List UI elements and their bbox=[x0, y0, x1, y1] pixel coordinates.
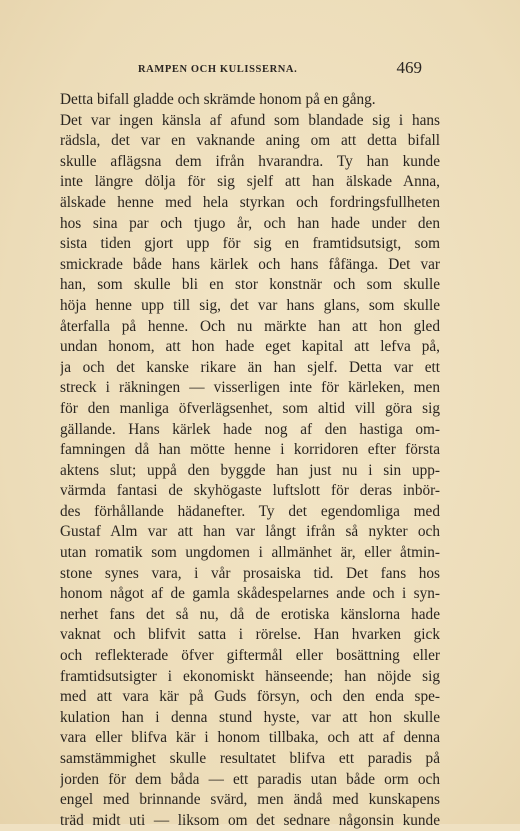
text-line: stone synes vara, i vår prosaiska tid. Det fans hos bbox=[60, 564, 440, 582]
text-line: ja och det kanske rikare än han sjelf. Detta var ett bbox=[60, 358, 440, 376]
text-line: des förhållande hädanefter. Ty det egendomliga med bbox=[60, 502, 440, 520]
page-header bbox=[60, 58, 420, 80]
text-line: vara eller blifva kär i honom tillbaka, och att af denna bbox=[60, 729, 440, 747]
text-line: rädsla, det var en vaknande aning om att detta bifall bbox=[60, 132, 440, 150]
text-line: gällande. Hans kärlek hade nog af den hastiga om- bbox=[60, 420, 440, 438]
running-title: RAMPEN OCH KULISSERNA. bbox=[138, 64, 298, 75]
text-line: Detta bifall gladde och skrämde honom på en gång. bbox=[60, 91, 376, 108]
text-line: framtidsutsigter i ekonomiskt hänseende; han nöjde sig bbox=[60, 667, 440, 685]
text-line: Det var ingen känsla af afund som blandade sig i hans bbox=[60, 111, 440, 129]
text-line: han, som skulle bli en stor konstnär och som skulle bbox=[60, 276, 440, 294]
text-line: sista tiden gjort upp för sig en framtidsutsigt, som bbox=[60, 235, 440, 253]
text-line: undan honom, att hon hade eget kapital att lefva på, bbox=[60, 338, 440, 356]
text-line: utan romatik som ungdomen i allmänhet är, eller åtmin- bbox=[60, 544, 440, 562]
text-line: honom något af de gamla skådespelarnes ande och i syn- bbox=[60, 585, 440, 603]
text-line: engel med brinnande svärd, men ändå med kunskapens bbox=[60, 791, 440, 809]
text-line: värmda fantasi de skyhögaste luftslott för deras inbör- bbox=[60, 482, 440, 500]
text-line: nerhet fans det så nu, då de erotiska känslorna hade bbox=[60, 605, 440, 623]
text-line: älskade henne med hela styrkan och fordringsfullheten bbox=[60, 193, 440, 211]
text-line: höja henne upp till sig, det var hans glans, som skulle bbox=[60, 296, 440, 314]
text-line: aktens slut; uppå den byggde han just nu i sin upp- bbox=[60, 461, 440, 479]
text-line: streck i räkningen — visserligen inte för kärleken, men bbox=[60, 379, 440, 397]
text-line: vaknat och blifvit satta i rörelse. Han hvarken gick bbox=[60, 626, 440, 644]
text-line: träd midt uti — liksom om det sednare någonsin kunde bbox=[60, 811, 440, 829]
text-line: inte längre dölja för sig sjelf att han älskade Anna, bbox=[60, 173, 440, 191]
page-number: 469 bbox=[396, 58, 422, 77]
text-line: återfalla på henne. Och nu märkte han att hon gled bbox=[60, 317, 440, 335]
text-line: kulation han i denna stund hyste, var att hon skulle bbox=[60, 708, 440, 726]
text-line: och reflekterade öfver giftermål eller bosättning eller bbox=[60, 647, 440, 665]
text-line: hos sina par och tjugo år, och han hade under den bbox=[60, 214, 440, 232]
text-line: skulle aflägsna dem ifrån hvarandra. Ty han kunde bbox=[60, 152, 440, 170]
text-line: smickrade både hans kärlek och hans fåfänga. Det var bbox=[60, 255, 440, 273]
text-line: samstämmighet skulle resultatet blifva ett paradis på bbox=[60, 750, 440, 767]
text-line: Gustaf Alm var att han var långt ifrån så nykter och bbox=[60, 523, 440, 541]
body-text bbox=[60, 90, 440, 831]
text-line: med att vara kär på Guds försyn, och den enda spe- bbox=[60, 688, 440, 706]
text-line: famningen då han mötte henne i korridoren efter första bbox=[60, 441, 440, 459]
text-line: jorden för dem båda — ett paradis utan både orm och bbox=[60, 770, 440, 788]
text-line: för den manliga öfverlägsenhet, som altid vill göra sig bbox=[60, 399, 440, 417]
